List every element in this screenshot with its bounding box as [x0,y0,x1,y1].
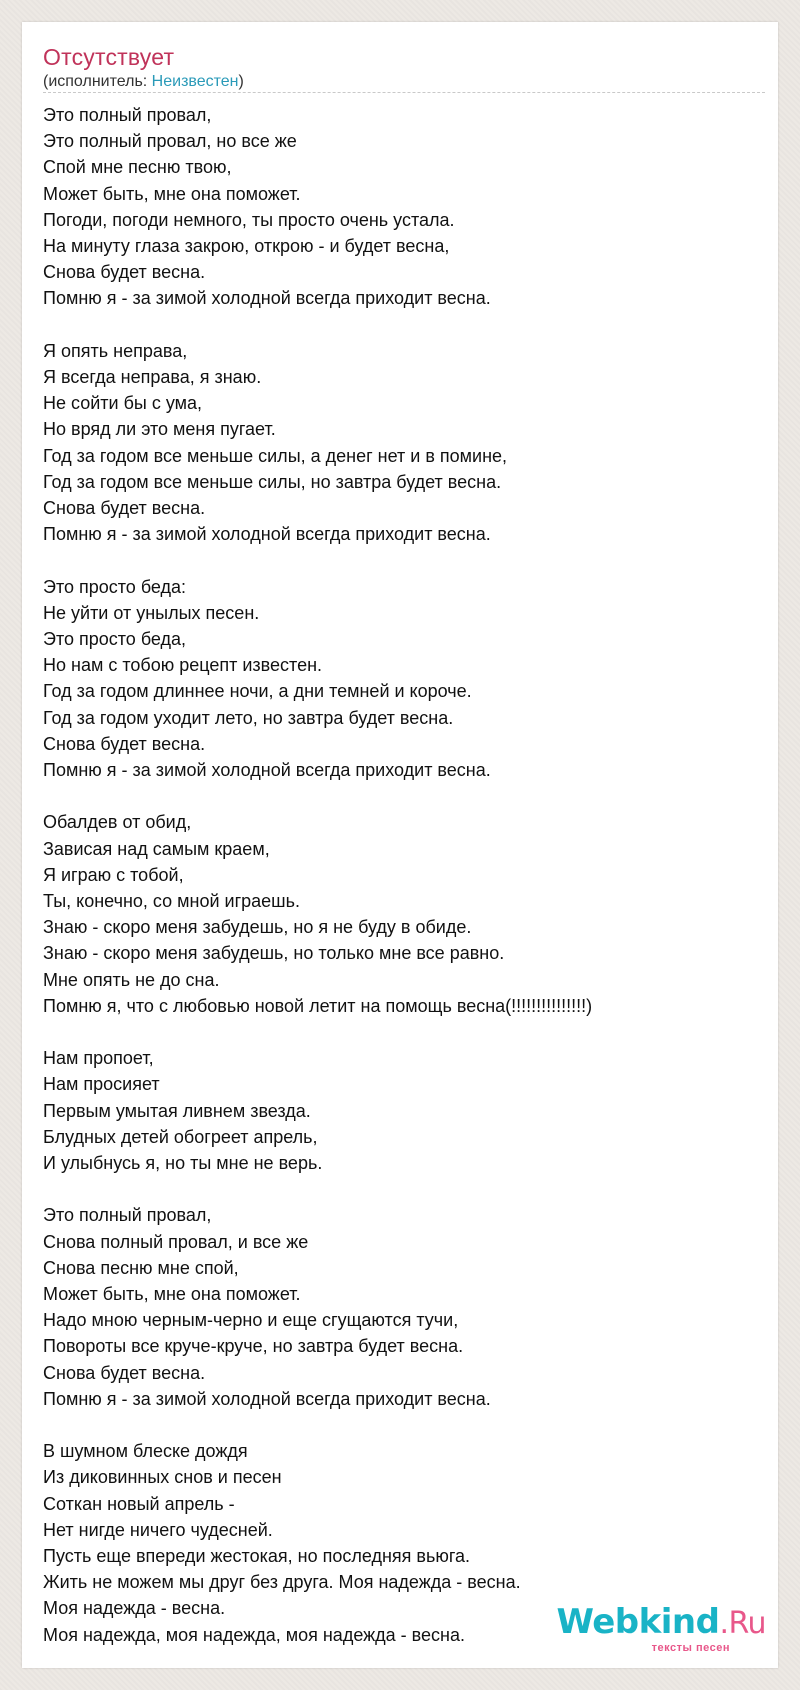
stanza [43,574,763,784]
lyrics-card [22,22,778,1668]
lyric-line: Моя надежда, моя надежда, моя надежда - весна. [43,1624,465,1645]
lyric-line: На минуту глаза закрою, открою - и будет весна, [43,236,450,257]
lyrics-text [43,102,763,1674]
lyric-line: Нам пропоет, [43,1048,154,1069]
artist-prefix: (исполнитель: [43,73,152,90]
stanza [43,338,763,548]
lyric-line: Это полный провал, но все же [43,131,297,152]
lyric-line: Блудных детей обогреет апрель, [43,1126,318,1147]
lyric-line: Ты, конечно, со мной играешь. [43,891,300,912]
artist-link[interactable]: Неизвестен [151,73,239,90]
lyric-line: Обалдев от обид, [43,812,192,833]
lyric-line: Я всегда неправа, я знаю. [43,367,262,388]
lyric-line: Снова полный провал, и все же [43,1231,309,1252]
webkind-logo [550,1602,766,1658]
stanza [43,1202,763,1412]
lyric-line: Может быть, мне она поможет. [43,183,301,204]
lyric-line: Из диковинных снов и песен [43,1467,282,1488]
lyric-line: Но нам с тобою рецепт известен. [43,655,323,676]
lyric-line: Моя надежда - весна. [43,1598,226,1619]
lyric-line: Помню я - за зимой холодной всегда приходит весна. [43,524,491,545]
logo-tagline: тексты песен [651,1642,730,1654]
stanza [43,102,763,312]
logo-wordmark [556,1602,766,1642]
stanza [43,1045,763,1176]
lyric-line: Спой мне песню твою, [43,157,232,178]
stanza [43,809,763,1019]
lyric-line: Это полный провал, [43,105,212,125]
lyric-line: Год за годом все меньше силы, но завтра будет весна. [43,471,502,492]
lyric-line: Может быть, мне она поможет. [43,1284,301,1305]
header-divider [43,92,765,93]
lyric-line: Год за годом длиннее ночи, а дни темней и короче. [43,681,472,702]
lyric-line: Я играю с тобой, [43,864,184,885]
lyric-line: Снова будет весна. [43,498,206,519]
lyric-line: Нам просияет [43,1074,160,1095]
lyric-line: Год за годом все меньше силы, а денег нет и в помине, [43,445,508,466]
lyric-line: Помню я, что с любовью новой летит на помощь весна(!!!!!!!!!!!!!!!) [43,995,593,1016]
lyric-line: Снова будет весна. [43,733,206,754]
lyric-line: И улыбнусь я, но ты мне не верь. [43,1153,323,1174]
lyric-line: Соткан новый апрель - [43,1493,235,1514]
lyric-line: Зависая над самым краем, [43,838,270,859]
lyric-line: Это просто беда, [43,629,187,650]
lyric-line: Снова песню мне спой, [43,1257,239,1278]
lyric-line: Это полный провал, [43,1205,212,1226]
lyric-line: Помню я - за зимой холодной всегда приходит весна. [43,760,491,781]
lyric-line: Я опять неправа, [43,340,188,361]
lyric-line: В шумном блеске дождя [43,1441,248,1462]
song-title: Отсутствует [43,44,175,70]
lyric-line: Знаю - скоро меня забудешь, но я не буду в обиде. [43,917,472,938]
lyric-line: Жить не можем мы друг без друга. Моя надежда - весна. [43,1572,521,1593]
lyric-line: Снова будет весна. [43,1362,206,1383]
lyric-line: Надо мною черным-черно и еще сгущаются тучи, [43,1310,459,1331]
lyric-line: Нет нигде ничего чудесней. [43,1519,273,1540]
artist-suffix: ) [238,73,244,90]
lyric-line: Помню я - за зимой холодной всегда приходит весна. [43,1388,491,1409]
logo-brand: Webkind [556,1602,720,1642]
logo-tld: .Ru [719,1606,766,1641]
artist-line [43,73,244,91]
lyric-line: Первым умытая ливнем звезда. [43,1100,311,1121]
lyric-line: Пусть еще впереди жестокая, но последняя вьюга. [43,1546,471,1567]
lyric-line: Помню я - за зимой холодной всегда приходит весна. [43,288,491,309]
lyric-line: Не уйти от унылых песен. [43,602,260,623]
lyric-line: Не сойти бы с ума, [43,393,203,414]
lyric-line: Повороты все круче-круче, но завтра будет весна. [43,1336,464,1357]
lyric-line: Это просто беда: [43,576,187,597]
lyric-line: Снова будет весна. [43,262,206,283]
lyric-line: Погоди, погоди немного, ты просто очень устала. [43,209,455,230]
lyric-line: Но вряд ли это меня пугает. [43,419,276,440]
lyric-line: Знаю - скоро меня забудешь, но только мне все равно. [43,943,505,964]
lyric-line: Мне опять не до сна. [43,969,220,990]
lyric-line: Год за годом уходит лето, но завтра будет весна. [43,707,454,728]
